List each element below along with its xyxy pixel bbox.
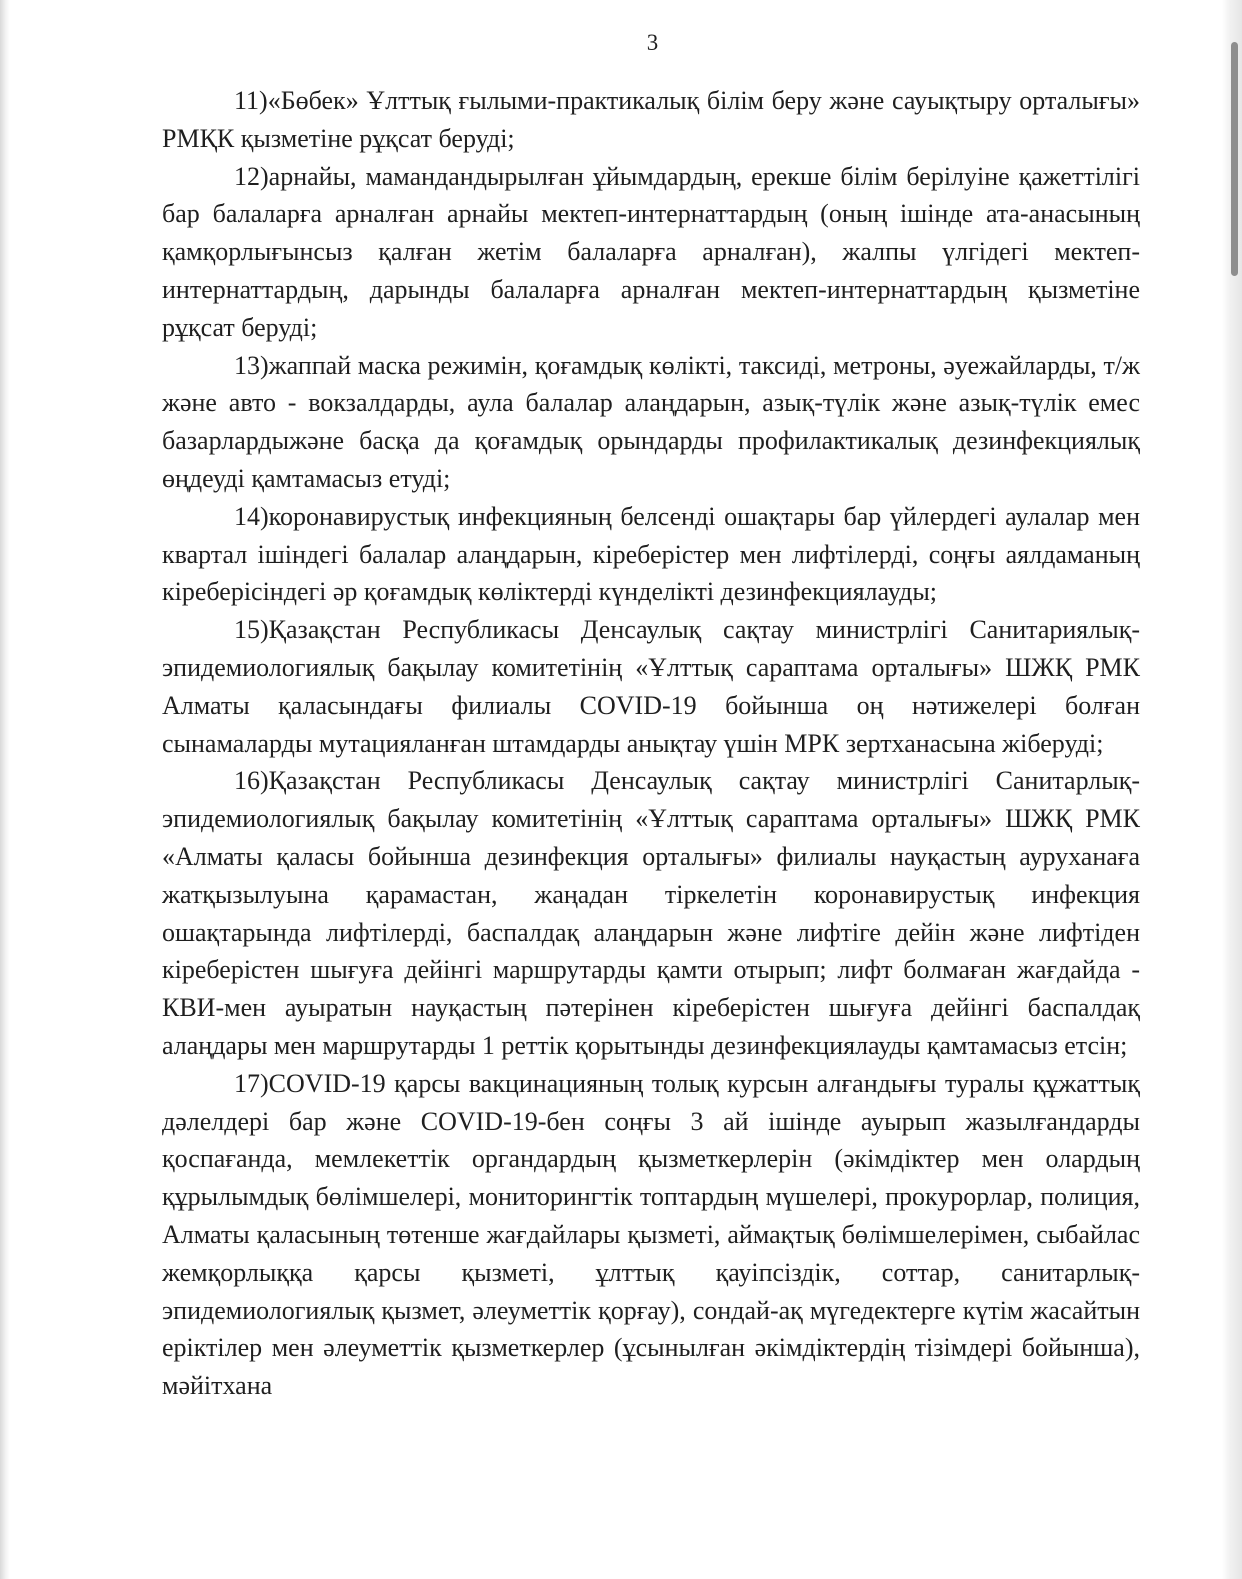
item-text: арнайы, мамандандырылған ұйымдардың, ерекше білім берілуіне қажеттілігі бар балаларға арналған арнайы мектеп-интернаттардың (оның ішінде ата-анасының қамқорлығынсыз қалған жетім балаларға арналған), жалпы үлгідегі мектеп-интернаттардың, дарынды балаларға арналған мектеп-интернаттардың қызметіне рұқсат беруді; bbox=[162, 161, 1140, 342]
scrollbar-thumb[interactable] bbox=[1231, 42, 1238, 276]
item-number: 17) bbox=[234, 1068, 269, 1098]
item-number: 14) bbox=[234, 501, 269, 531]
document-body bbox=[162, 82, 1140, 1405]
viewer-scroll-track[interactable] bbox=[1222, 0, 1242, 1579]
item-text: коронавирустық инфекцияның белсенді ошақтары бар үйлердегі аулалар мен квартал ішіндегі балалар алаңдарын, кіреберістер мен лифтілерді, соңғы аялдаманың кіреберісіндегі әр қоғамдық көліктерді күнделікті дезинфекциялауды; bbox=[162, 501, 1140, 607]
item-text: COVID-19 қарсы вакцинацияның толық курсын алғандығы туралы құжаттық дәлелдері бар және COVID-19-бен соңғы 3 ай ішінде ауырып жазылғандарды қоспағанда, мемлекеттік органдардың қызметкерлерін (әкімдіктер мен олардың құрылымдық бөлімшелері, мониторингтік топтардың мүшелері, прокурорлар, полиция, Алматы қаласының төтенше жағдайлары қызметі, аймақтық бөлімшелерімен, сыбайлас жемқорлыққа қарсы қызметі, ұлттық қауіпсіздік, соттар, санитарлық-эпидемиологиялық қызмет, әлеуметтік қорғау), сондай-ақ мүгедектерге күтім жасайтын еріктілер мен әлеуметтік қызметкерлер (ұсынылған әкімдіктердің тізімдері бойынша), мәйітхана bbox=[162, 1068, 1140, 1401]
item-text: «Бөбек» Ұлттық ғылыми-практикалық білім беру және сауықтыру орталығы» РМҚК қызметіне рұқсат беруді; bbox=[162, 86, 1140, 153]
list-item-11 bbox=[162, 82, 1140, 158]
list-item-16 bbox=[162, 762, 1140, 1064]
list-item-13 bbox=[162, 347, 1140, 498]
item-text: Қазақстан Республикасы Денсаулық сақтау министрлігі Санитарлық-эпидемиологиялық бақылау комитетінің «Ұлттық сараптама орталығы» ШЖҚ РМК «Алматы қаласы бойынша дезинфекция орталығы» филиалы науқастың ауруханаға жатқызылуына қарамастан, жаңадан тіркелетін коронавирустық инфекция ошақтарында лифтілерді, баспалдақ алаңдарын және лифтіге дейін және лифтіден кіреберістен шығуға дейінгі маршрутарды қамти отырып; лифт болмаған жағдайда - КВИ-мен ауыратын науқастың пәтерінен кіреберістен шығуға дейінгі баспалдақ алаңдары мен маршрутарды 1 реттік қорытынды дезинфекциялауды қамтамасыз етсін; bbox=[162, 766, 1140, 1060]
item-number: 12) bbox=[234, 161, 269, 191]
list-item-17 bbox=[162, 1065, 1140, 1405]
page-number: 3 bbox=[646, 30, 659, 55]
list-item-12 bbox=[162, 158, 1140, 347]
item-number: 15) bbox=[234, 615, 269, 645]
item-number: 16) bbox=[234, 766, 269, 796]
page-left-edge bbox=[0, 0, 10, 1579]
item-text: Қазақстан Республикасы Денсаулық сақтау министрлігі Санитариялық-эпидемиологиялық бақылау комитетінің «Ұлттық сараптама орталығы» ШЖҚ РМК Алматы қаласындағы филиалы COVID-19 бойынша оң нәтижелері болған сынамаларды мутацияланған штамдарды анықтау үшін МРК зертханасына жіберуді; bbox=[162, 615, 1140, 758]
list-item-15 bbox=[162, 611, 1140, 762]
item-number: 13) bbox=[234, 350, 269, 380]
item-number: 11) bbox=[234, 86, 268, 115]
item-text: жаппай маска режимін, қоғамдық көлікті, таксиді, метроны, әуежайларды, т/ж және авто - вокзалдарды, аула балалар алаңдарын, азық-түлік және азық-түлік емес базарлардыжәне басқа да қоғамдық орындарды профилактикалық дезинфекциялық өңдеуді қамтамасыз етуді; bbox=[162, 350, 1140, 493]
list-item-14 bbox=[162, 498, 1140, 611]
